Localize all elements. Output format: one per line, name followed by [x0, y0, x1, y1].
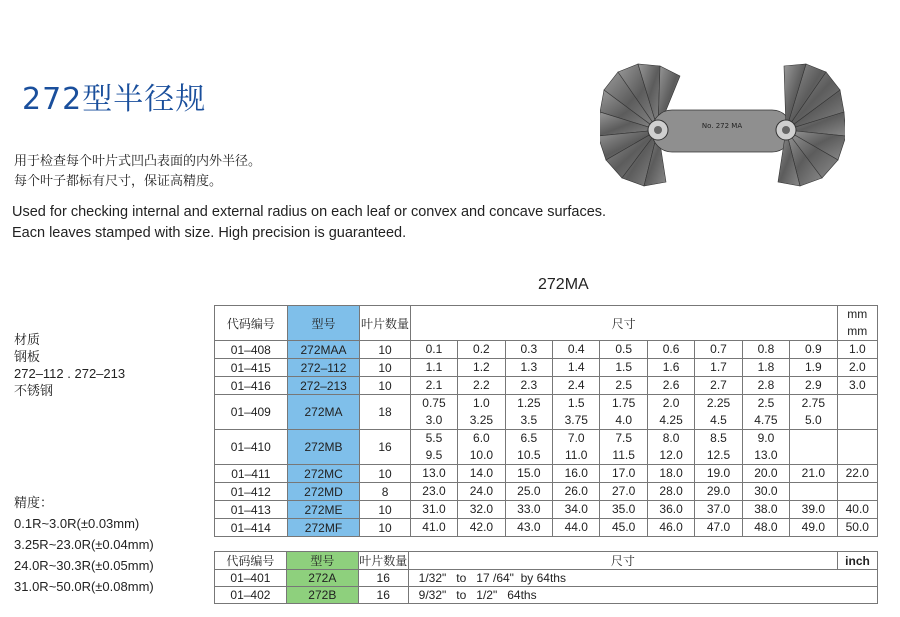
size-value-cell [790, 465, 837, 483]
size-value: 7.0 [567, 431, 585, 445]
size-value-cell [505, 395, 552, 430]
size-value-cell [553, 359, 600, 377]
code-cell: 01–410 [215, 430, 288, 465]
size-value-cell [600, 501, 647, 519]
size-value-cell [410, 341, 457, 359]
size-value: 2.5 [757, 396, 775, 410]
size-value: 41.0 [422, 520, 446, 534]
cn-description-line-1: 用于检查每个叶片式凹凸表面的内外半径。 [14, 154, 262, 169]
code-cell: 01–401 [215, 570, 287, 587]
size-value: 22.0 [845, 466, 869, 480]
cn-description-line-2: 每个叶子都标有尺寸，保证高精度。 [14, 174, 223, 189]
size-value: 2.9 [805, 378, 822, 392]
code-cell: 01–409 [215, 395, 288, 430]
size-value: 10.5 [517, 448, 541, 462]
size-value: 1.5 [567, 396, 585, 410]
table-row [215, 430, 878, 465]
size-value-cell [600, 341, 647, 359]
table-row [215, 341, 878, 359]
material-line: 不锈钢 [14, 383, 54, 398]
size-value: 1.4 [567, 360, 585, 374]
size-value: 9.5 [425, 448, 443, 462]
size-value-cell [600, 483, 647, 501]
size-value-cell [600, 465, 647, 483]
size-value: 16.0 [564, 466, 588, 480]
size-value-cell [742, 395, 789, 430]
size-value: 2.6 [662, 378, 680, 392]
table-row [215, 483, 878, 501]
model-cell: 272–213 [287, 377, 360, 395]
size-value: 1.1 [425, 360, 443, 374]
unit-label: mm [847, 307, 868, 321]
header-code: 代码编号 [215, 552, 287, 570]
code-cell: 01–416 [215, 377, 288, 395]
size-value: 32.0 [469, 502, 494, 516]
inch-size-table [214, 551, 878, 604]
size-value-cell [695, 501, 742, 519]
size-value-cell [505, 359, 552, 377]
precision-line: 3.25R~23.0R(±0.04mm) [14, 537, 154, 552]
size-value-cell [600, 395, 647, 430]
size-value: 50.0 [845, 520, 869, 534]
size-value-cell [742, 430, 789, 465]
size-value-cell [695, 465, 742, 483]
size-value-cell [410, 519, 457, 537]
code-cell: 01–412 [215, 483, 288, 501]
header-size: 尺寸 [408, 552, 837, 570]
size-value: 2.4 [567, 378, 585, 392]
gauge-label: No. 272 MA [701, 122, 743, 130]
size-value: 8.5 [710, 431, 727, 445]
size-value: 47.0 [706, 520, 731, 534]
size-value: 6.0 [473, 431, 490, 445]
size-value: 8.0 [662, 431, 680, 445]
size-value: 7.5 [615, 431, 632, 445]
size-value: 12.0 [659, 448, 683, 462]
header-model: 型号 [286, 552, 358, 570]
size-value-cell [600, 377, 647, 395]
size-value: 0.1 [425, 342, 443, 356]
model-cell: 272MAA [287, 341, 360, 359]
table-row [215, 587, 878, 604]
unit-label: mm [847, 324, 868, 338]
size-value-cell [837, 519, 877, 537]
size-value: 5.5 [425, 431, 443, 445]
size-value-cell [505, 501, 552, 519]
size-value-cell [410, 483, 457, 501]
leaves-cell: 10 [360, 501, 410, 519]
size-value-cell [742, 483, 789, 501]
size-value-cell [837, 430, 877, 465]
table-row [215, 501, 878, 519]
size-value-cell [742, 377, 789, 395]
size-value-cell [647, 341, 694, 359]
size-value: 2.8 [757, 378, 775, 392]
model-cell: 272B [286, 587, 358, 604]
size-value-cell [458, 377, 505, 395]
size-value-cell [837, 483, 877, 501]
table-row [215, 359, 878, 377]
leaves-cell: 10 [360, 465, 410, 483]
size-value: 4.25 [659, 413, 683, 427]
precision-line: 0.1R~3.0R(±0.03mm) [14, 516, 140, 531]
size-value-cell [410, 377, 457, 395]
precision-line: 31.0R~50.0R(±0.08mm) [14, 579, 154, 594]
size-value: 34.0 [564, 502, 588, 516]
size-value-cell [790, 519, 837, 537]
size-value-cell [553, 465, 600, 483]
size-value-cell [505, 430, 552, 465]
size-value: 48.0 [754, 520, 778, 534]
table-row [215, 519, 878, 537]
size-value: 3.0 [425, 413, 443, 427]
leaves-cell: 16 [358, 587, 408, 604]
size-cell: 1/32" to 17 /64" by 64ths [408, 570, 877, 587]
size-value-cell [553, 395, 600, 430]
size-value: 46.0 [659, 520, 683, 534]
size-value: 29.0 [706, 484, 731, 498]
size-value: 11.0 [565, 448, 588, 462]
size-value: 15.0 [517, 466, 541, 480]
size-value-cell [505, 483, 552, 501]
size-value-cell [458, 395, 505, 430]
size-value: 0.4 [567, 342, 585, 356]
size-value: 21.0 [801, 466, 826, 480]
size-value-cell [695, 483, 742, 501]
size-value-cell [695, 377, 742, 395]
size-value: 2.3 [520, 378, 538, 392]
table-header-row [215, 552, 878, 570]
material-line: 钢板 [14, 349, 41, 364]
size-value: 38.0 [754, 502, 778, 516]
size-value: 23.0 [422, 484, 446, 498]
size-value: 12.5 [706, 448, 731, 462]
size-value-cell [458, 501, 505, 519]
size-value: 1.8 [757, 360, 775, 374]
size-value: 2.75 [801, 396, 826, 410]
size-value: 31.0 [422, 502, 446, 516]
page-title: 272型半径规 [22, 82, 207, 117]
size-value-cell [790, 359, 837, 377]
size-value: 36.0 [659, 502, 683, 516]
metric-size-table [214, 305, 878, 537]
size-value-cell [458, 359, 505, 377]
leaves-cell: 10 [360, 359, 410, 377]
size-value-cell [553, 501, 600, 519]
size-value: 0.9 [805, 342, 822, 356]
model-cell: 272MA [287, 395, 360, 430]
size-value: 28.0 [659, 484, 683, 498]
model-cell: 272MF [287, 519, 360, 537]
size-value: 30.0 [754, 484, 778, 498]
size-value: 5.0 [805, 413, 822, 427]
size-value: 2.1 [425, 378, 443, 392]
size-value: 0.2 [473, 342, 490, 356]
size-value-cell [600, 430, 647, 465]
size-value: 1.9 [805, 360, 822, 374]
size-value: 18.0 [659, 466, 683, 480]
size-value-cell [458, 483, 505, 501]
table-row [215, 465, 878, 483]
material-line: 272–112 . 272–213 [14, 366, 126, 381]
size-value: 42.0 [469, 520, 494, 534]
size-value: 4.0 [615, 413, 632, 427]
table-header-row [215, 306, 878, 341]
size-value-cell [790, 501, 837, 519]
size-value-cell [458, 430, 505, 465]
size-value: 4.75 [754, 413, 778, 427]
size-value: 13.0 [754, 448, 778, 462]
size-value: 1.75 [611, 396, 636, 410]
size-value-cell [647, 359, 694, 377]
leaves-cell: 16 [360, 430, 410, 465]
size-value: 3.75 [564, 413, 588, 427]
header-leaves: 叶片数量 [360, 306, 410, 341]
precision-line: 24.0R~30.3R(±0.05mm) [14, 558, 154, 573]
leaves-cell: 10 [360, 519, 410, 537]
table-row [215, 395, 878, 430]
precision-block [14, 492, 154, 597]
size-value-cell [410, 501, 457, 519]
size-value-cell [695, 519, 742, 537]
model-cell: 272MC [287, 465, 360, 483]
model-cell: 272ME [287, 501, 360, 519]
size-value-cell [837, 359, 877, 377]
table-title: 272MA [538, 276, 589, 293]
size-value-cell [742, 359, 789, 377]
leaves-cell: 18 [360, 395, 410, 430]
size-value-cell [458, 465, 505, 483]
code-cell: 01–414 [215, 519, 288, 537]
size-value-cell [647, 430, 694, 465]
size-value-cell [647, 519, 694, 537]
table-row [215, 570, 878, 587]
size-value-cell [647, 483, 694, 501]
size-value: 25.0 [517, 484, 541, 498]
size-value-cell [647, 395, 694, 430]
size-value: 2.0 [848, 360, 866, 374]
size-value: 1.6 [662, 360, 680, 374]
size-value: 45.0 [611, 520, 636, 534]
size-value: 37.0 [706, 502, 731, 516]
size-value-cell [695, 341, 742, 359]
size-value-cell [553, 483, 600, 501]
size-value: 3.25 [469, 413, 494, 427]
size-value: 14.0 [469, 466, 494, 480]
size-value: 2.25 [706, 396, 731, 410]
size-value: 24.0 [469, 484, 494, 498]
size-value: 6.5 [520, 431, 538, 445]
leaves-cell: 8 [360, 483, 410, 501]
size-value-cell [410, 430, 457, 465]
size-value-cell [695, 430, 742, 465]
size-value: 2.7 [710, 378, 727, 392]
size-value-cell [505, 341, 552, 359]
leaves-cell: 10 [360, 341, 410, 359]
size-value-cell [837, 501, 877, 519]
header-model: 型号 [287, 306, 360, 341]
size-value-cell [647, 501, 694, 519]
size-value: 19.0 [706, 466, 731, 480]
leaves-cell: 16 [358, 570, 408, 587]
en-description-line-1: Used for checking internal and external radius on each leaf or convex and concave surfaces. [12, 204, 607, 220]
code-cell: 01–415 [215, 359, 288, 377]
size-value: 1.2 [473, 360, 490, 374]
size-value: 43.0 [517, 520, 541, 534]
size-value: 1.3 [520, 360, 538, 374]
size-value: 27.0 [611, 484, 636, 498]
size-value-cell [790, 341, 837, 359]
size-value: 1.25 [517, 396, 541, 410]
size-value: 2.2 [473, 378, 490, 392]
size-value: 44.0 [564, 520, 588, 534]
size-value-cell [553, 377, 600, 395]
size-value-cell [600, 359, 647, 377]
model-cell: 272MD [287, 483, 360, 501]
size-value-cell [410, 359, 457, 377]
model-cell: 272MB [287, 430, 360, 465]
size-value-cell [410, 465, 457, 483]
size-value-cell [505, 377, 552, 395]
material-block [14, 331, 125, 399]
size-value: 33.0 [517, 502, 541, 516]
size-value: 2.0 [662, 396, 680, 410]
size-value: 4.5 [710, 413, 727, 427]
size-value: 0.3 [520, 342, 538, 356]
precision-line: 精度： [14, 495, 54, 510]
model-cell: 272A [286, 570, 358, 587]
size-value: 26.0 [564, 484, 588, 498]
size-value-cell [837, 395, 877, 430]
header-size: 尺寸 [410, 306, 837, 341]
size-value-cell [647, 377, 694, 395]
size-value-cell [837, 341, 877, 359]
header-code: 代码编号 [215, 306, 288, 341]
size-value-cell [647, 465, 694, 483]
code-cell: 01–413 [215, 501, 288, 519]
size-value: 1.7 [710, 360, 727, 374]
size-value: 0.6 [662, 342, 680, 356]
table-row [215, 377, 878, 395]
size-value: 3.0 [848, 378, 866, 392]
size-value: 13.0 [422, 466, 446, 480]
size-value-cell [505, 465, 552, 483]
size-value: 2.5 [615, 378, 632, 392]
header-leaves: 叶片数量 [358, 552, 408, 570]
size-value: 49.0 [801, 520, 826, 534]
size-value: 0.5 [615, 342, 632, 356]
size-value-cell [837, 465, 877, 483]
size-value: 0.7 [710, 342, 727, 356]
size-value-cell [790, 395, 837, 430]
size-value-cell [742, 501, 789, 519]
size-value-cell [742, 465, 789, 483]
size-value-cell [837, 377, 877, 395]
code-cell: 01–402 [215, 587, 287, 604]
header-unit: inch [837, 552, 877, 570]
size-value: 39.0 [801, 502, 826, 516]
size-value: 9.0 [757, 431, 775, 445]
size-value-cell [695, 359, 742, 377]
en-description-line-2: Eacn leaves stamped with size. High precision is guaranteed. [12, 225, 407, 241]
size-value: 10.0 [469, 448, 494, 462]
size-value-cell [458, 519, 505, 537]
size-value: 3.5 [520, 413, 538, 427]
model-cell: 272–112 [287, 359, 360, 377]
size-value-cell [790, 377, 837, 395]
size-value: 1.0 [473, 396, 490, 410]
size-value: 11.5 [612, 448, 635, 462]
leaves-cell: 10 [360, 377, 410, 395]
size-value: 17.0 [611, 466, 636, 480]
size-value-cell [790, 483, 837, 501]
size-value-cell [553, 341, 600, 359]
size-cell: 9/32" to 1/2" 64ths [408, 587, 877, 604]
size-value: 0.75 [422, 396, 446, 410]
size-value: 1.0 [848, 342, 866, 356]
header-unit [837, 306, 877, 341]
size-value-cell [790, 430, 837, 465]
size-value: 40.0 [845, 502, 869, 516]
size-value-cell [458, 341, 505, 359]
size-value-cell [505, 519, 552, 537]
size-value: 0.8 [757, 342, 775, 356]
material-line: 材质 [14, 332, 41, 347]
code-cell: 01–408 [215, 341, 288, 359]
size-value-cell [553, 430, 600, 465]
code-cell: 01–411 [215, 465, 288, 483]
size-value-cell [742, 519, 789, 537]
size-value: 1.5 [615, 360, 632, 374]
size-value: 35.0 [611, 502, 636, 516]
size-value-cell [410, 395, 457, 430]
size-value: 20.0 [754, 466, 778, 480]
size-value-cell [553, 519, 600, 537]
size-value-cell [695, 395, 742, 430]
radius-gauge-image [600, 58, 845, 198]
size-value-cell [742, 341, 789, 359]
size-value-cell [600, 519, 647, 537]
